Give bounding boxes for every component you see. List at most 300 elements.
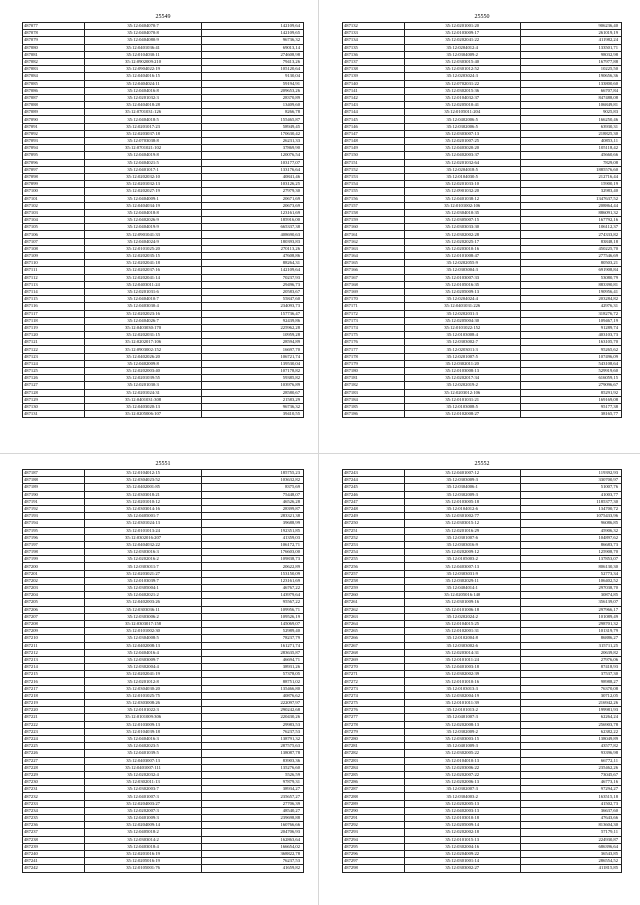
row-number-cell: 487261 bbox=[343, 599, 405, 606]
table-row bbox=[343, 858, 622, 865]
value-cell: 543108,64 bbox=[520, 360, 621, 367]
row-number-cell: 487217 bbox=[23, 685, 85, 692]
row-number-cell: 487298 bbox=[343, 865, 405, 872]
value-cell: 85291,92 bbox=[520, 389, 621, 396]
value-cell: 138087,78 bbox=[201, 750, 303, 757]
value-cell: 76237,53 bbox=[201, 858, 303, 865]
row-number-cell: 487082 bbox=[23, 58, 85, 65]
cadastral-number-cell: 35:12:0205004:30 bbox=[404, 317, 520, 324]
cadastral-number-cell: 35:12:0104010:13 bbox=[404, 757, 520, 764]
table-row bbox=[343, 714, 622, 721]
cadastral-number-cell: 35:12:0102004:8 bbox=[404, 635, 520, 642]
value-cell: 279096,67 bbox=[520, 382, 621, 389]
value-cell: 204706,93 bbox=[201, 829, 303, 836]
value-cell: 190956,41 bbox=[520, 288, 621, 295]
row-number-cell: 487198 bbox=[23, 549, 85, 556]
cadastral-number-cell: 35:12:0101008:47 bbox=[404, 253, 520, 260]
row-number-cell: 487155 bbox=[343, 188, 405, 195]
value-cell: 145069,07 bbox=[201, 620, 303, 627]
row-number-cell: 487274 bbox=[343, 692, 405, 699]
cadastral-number-cell: 35:12:0201032:64 bbox=[404, 159, 520, 166]
cadastral-number-cell: 35:12:0201039:55 bbox=[85, 375, 201, 382]
cadastral-number-cell: 35:12:0303016:3 bbox=[85, 549, 201, 556]
value-cell: 8266,78 bbox=[201, 109, 303, 116]
cadastral-number-cell: 35:12:0101031:21 bbox=[404, 396, 520, 403]
value-cell: 76370,08 bbox=[520, 685, 621, 692]
cadastral-number-cell: 35:12:0101013:2 bbox=[404, 707, 520, 714]
value-cell: 169169,08 bbox=[520, 396, 621, 403]
table-row bbox=[23, 159, 304, 166]
table-row bbox=[343, 202, 622, 209]
table-row bbox=[343, 87, 622, 94]
cadastral-number-cell: 35:12:0301009:16 bbox=[404, 599, 520, 606]
row-number-cell: 487259 bbox=[343, 585, 405, 592]
cadastral-number-cell: 35:12:0102001:31 bbox=[404, 628, 520, 635]
value-cell: 208864,44 bbox=[520, 202, 621, 209]
table-row bbox=[23, 728, 304, 735]
cadastral-number-cell: 35:12:0404070:8 bbox=[85, 30, 201, 37]
value-cell: 47608,86 bbox=[201, 253, 303, 260]
cadastral-number-cell: 35:12:0303008:26 bbox=[85, 700, 201, 707]
cadastral-number-cell: 35:12:0403020:20 bbox=[404, 145, 520, 152]
value-cell: 133501,71 bbox=[520, 44, 621, 51]
value-cell: 21583,29 bbox=[201, 396, 303, 403]
row-number-cell: 487079 bbox=[23, 37, 85, 44]
table-row bbox=[343, 556, 622, 563]
row-number-cell: 487251 bbox=[343, 527, 405, 534]
cadastral-number-cell: 35:12:0201032:3 bbox=[85, 94, 201, 101]
cadastral-number-cell: 35:12:0204024:4 bbox=[404, 296, 520, 303]
row-number-cell: 487174 bbox=[343, 324, 405, 331]
row-number-cell: 487296 bbox=[343, 850, 405, 857]
value-cell: 107178,82 bbox=[201, 368, 303, 375]
value-cell: 69013,14 bbox=[201, 44, 303, 51]
row-number-cell: 487210 bbox=[23, 635, 85, 642]
value-cell: 450225,70 bbox=[520, 245, 621, 252]
table-row bbox=[343, 296, 622, 303]
value-cell: 46526,28 bbox=[201, 498, 303, 505]
table-row bbox=[343, 267, 622, 274]
table-row bbox=[343, 793, 622, 800]
value-cell: 123161,69 bbox=[201, 577, 303, 584]
cadastral-number-cell: 35:12:0104030:11 bbox=[85, 51, 201, 58]
table-row bbox=[23, 613, 304, 620]
row-number-cell: 487230 bbox=[23, 779, 85, 786]
row-number-cell: 487239 bbox=[23, 843, 85, 850]
table-row bbox=[23, 375, 304, 382]
value-cell: 52773,34 bbox=[520, 570, 621, 577]
table-row bbox=[343, 102, 622, 109]
cadastral-number-cell: 35:12:0304030:20 bbox=[85, 685, 201, 692]
row-number-cell: 487157 bbox=[343, 202, 405, 209]
value-cell: 46694,71 bbox=[201, 656, 303, 663]
table-row bbox=[343, 484, 622, 491]
table-row bbox=[23, 786, 304, 793]
row-number-cell: 487226 bbox=[23, 750, 85, 757]
value-cell: 256903,78 bbox=[520, 721, 621, 728]
table-row bbox=[23, 815, 304, 822]
cadastral-number-cell: 35:12:0404016:3 bbox=[85, 735, 201, 742]
cadastral-number-cell: 35:12:0301002:77 bbox=[404, 513, 520, 520]
table-row bbox=[343, 123, 622, 130]
table-row bbox=[343, 678, 622, 685]
table-row bbox=[343, 116, 622, 123]
table-row bbox=[343, 138, 622, 145]
table-row bbox=[23, 642, 304, 649]
row-number-cell: 487149 bbox=[343, 145, 405, 152]
row-number-cell: 487166 bbox=[343, 267, 405, 274]
cadastral-number-cell: 35:12:0203037:18 bbox=[85, 130, 201, 137]
value-cell: 86886,27 bbox=[520, 635, 621, 642]
row-number-cell: 487128 bbox=[23, 389, 85, 396]
row-number-cell: 487169 bbox=[343, 288, 405, 295]
cadastral-number-cell: 35:12:0404024:11 bbox=[85, 80, 201, 87]
value-cell: 41659,82 bbox=[201, 865, 303, 872]
cadastral-number-cell: 35:12:0303006:2 bbox=[85, 613, 201, 620]
cadastral-number-cell: 35:12:0404026:7 bbox=[85, 317, 201, 324]
row-number-cell: 487195 bbox=[23, 527, 85, 534]
cadastral-number-cell: 35:12:0202025:17 bbox=[404, 238, 520, 245]
row-number-cell: 487158 bbox=[343, 209, 405, 216]
cadastral-number-cell: 35:12:0404019:9 bbox=[85, 224, 201, 231]
cadastral-number-cell: 35:12:0303009:3 bbox=[404, 477, 520, 484]
table-row bbox=[343, 541, 622, 548]
cadastral-number-cell: 35:12:0401036:41 bbox=[85, 44, 201, 51]
cadastral-number-cell: 35:12:0204009:22 bbox=[404, 850, 520, 857]
table-row bbox=[343, 843, 622, 850]
cadastral-number-cell: 35:12:0101011:39 bbox=[404, 700, 520, 707]
row-number-cell: 487176 bbox=[343, 339, 405, 346]
row-number-cell: 487225 bbox=[23, 743, 85, 750]
cadastral-number-cell: 35:12:0303002:6 bbox=[404, 642, 520, 649]
cadastral-number-cell: 35:12:0302002:28 bbox=[404, 231, 520, 238]
value-cell: 139530,04 bbox=[201, 360, 303, 367]
row-number-cell: 487175 bbox=[343, 332, 405, 339]
cadastral-number-cell: 35:12:0303031:9 bbox=[404, 570, 520, 577]
value-cell: 234093,73 bbox=[201, 303, 303, 310]
value-cell: 86683,73 bbox=[520, 541, 621, 548]
table-row bbox=[343, 800, 622, 807]
row-number-cell: 487100 bbox=[23, 188, 85, 195]
cadastral-number-cell: 35:12:0402023:5 bbox=[85, 743, 201, 750]
row-number-cell: 487203 bbox=[23, 585, 85, 592]
table-row bbox=[23, 721, 304, 728]
table-row bbox=[343, 685, 622, 692]
value-cell: 92439,86 bbox=[201, 317, 303, 324]
value-cell: 58949,45 bbox=[201, 123, 303, 130]
row-number-cell: 487283 bbox=[343, 757, 405, 764]
cadastral-number-cell: 35:12:0101025:20 bbox=[85, 245, 201, 252]
row-number-cell: 487241 bbox=[23, 858, 85, 865]
row-number-cell: 487150 bbox=[343, 152, 405, 159]
row-number-cell: 487224 bbox=[23, 735, 85, 742]
row-number-cell: 487292 bbox=[343, 822, 405, 829]
table-row bbox=[343, 764, 622, 771]
table-title: 25551 bbox=[155, 461, 171, 467]
value-cell: 665337,38 bbox=[201, 224, 303, 231]
table-row bbox=[23, 339, 304, 346]
cadastral-number-cell: 35:12:0202041:18 bbox=[85, 260, 201, 267]
table-row bbox=[23, 714, 304, 721]
value-cell: 48540,27 bbox=[201, 807, 303, 814]
value-cell: 368822,78 bbox=[201, 850, 303, 857]
cadastral-number-cell: 35:12:0201001:20 bbox=[404, 23, 520, 30]
value-cell: 408690,63 bbox=[201, 231, 303, 238]
cadastral-number-cell: 35:12:0303033:30 bbox=[404, 224, 520, 231]
row-number-cell: 487201 bbox=[23, 570, 85, 577]
value-cell: 28594,89 bbox=[201, 339, 303, 346]
value-cell: 36637,60 bbox=[520, 807, 621, 814]
row-number-cell: 487182 bbox=[343, 382, 405, 389]
cadastral-number-cell: 35:12:0205016:19 bbox=[85, 858, 201, 865]
row-number-cell: 487110 bbox=[23, 260, 85, 267]
row-number-cell: 487098 bbox=[23, 173, 85, 180]
table-row bbox=[343, 332, 622, 339]
row-number-cell: 487215 bbox=[23, 671, 85, 678]
value-cell: 209653,26 bbox=[201, 87, 303, 94]
cadastral-number-cell: 35:12:0103007:33 bbox=[404, 274, 520, 281]
table-row bbox=[23, 281, 304, 288]
row-number-cell: 487113 bbox=[23, 281, 85, 288]
row-number-cell: 487183 bbox=[343, 389, 405, 396]
value-cell: 106172,71 bbox=[201, 541, 303, 548]
table-row bbox=[23, 671, 304, 678]
row-number-cell: 487123 bbox=[23, 353, 85, 360]
table-row bbox=[23, 152, 304, 159]
row-number-cell: 487221 bbox=[23, 714, 85, 721]
table-row bbox=[343, 403, 622, 410]
row-number-cell: 487185 bbox=[343, 403, 405, 410]
table-row bbox=[23, 635, 304, 642]
value-cell: 20583,67 bbox=[201, 288, 303, 295]
value-cell: 43577,82 bbox=[520, 743, 621, 750]
table-row bbox=[343, 310, 622, 317]
cadastral-number-cell: 35:12:0302011:13 bbox=[85, 779, 201, 786]
cadastral-number-cell: 35:12:0303002:7 bbox=[404, 339, 520, 346]
value-cell: 274608,98 bbox=[201, 51, 303, 58]
table-row bbox=[343, 656, 622, 663]
row-number-cell: 487232 bbox=[23, 793, 85, 800]
value-cell: 691908,84 bbox=[520, 267, 621, 274]
value-cell: 222097,97 bbox=[201, 700, 303, 707]
row-number-cell: 487170 bbox=[343, 296, 405, 303]
cadastral-number-cell: 35:12:0401031:226 bbox=[404, 303, 520, 310]
row-number-cell: 487238 bbox=[23, 836, 85, 843]
value-cell: 103976,89 bbox=[201, 382, 303, 389]
row-number-cell: 487276 bbox=[343, 707, 405, 714]
value-cell: 106721,74 bbox=[201, 353, 303, 360]
row-number-cell: 487192 bbox=[23, 505, 85, 512]
cadastral-number-cell: 35:12:0201030:3 bbox=[85, 382, 201, 389]
cadastral-number-cell: 35:12:0304008:5 bbox=[85, 635, 201, 642]
cadastral-number-cell: 35:12:0303011:7 bbox=[85, 563, 201, 570]
table-row bbox=[23, 850, 304, 857]
cadastral-number-cell: 35:12:0401007:3 bbox=[404, 714, 520, 721]
row-number-cell: 487234 bbox=[23, 807, 85, 814]
cadastral-number-cell: 35:12:0203006:22 bbox=[404, 764, 520, 771]
cadastral-number-cell: 35:12:0901041:33 bbox=[85, 231, 201, 238]
row-number-cell: 487151 bbox=[343, 159, 405, 166]
row-number-cell: 487218 bbox=[23, 692, 85, 699]
value-cell: 40841,46 bbox=[201, 173, 303, 180]
value-cell: 53080,79 bbox=[520, 274, 621, 281]
table-row bbox=[23, 360, 304, 367]
cadastral-number-cell: 35:12:0202008:13 bbox=[404, 721, 520, 728]
table-row bbox=[343, 671, 622, 678]
value-cell: 41003,77 bbox=[520, 491, 621, 498]
table-row bbox=[23, 353, 304, 360]
row-number-cell: 487216 bbox=[23, 678, 85, 685]
cadastral-number-cell: 35:12:0302009:2 bbox=[404, 728, 520, 735]
row-number-cell: 487099 bbox=[23, 181, 85, 188]
value-cell: 87418,93 bbox=[520, 664, 621, 671]
value-cell: 185916,00 bbox=[201, 217, 303, 224]
cadastral-number-cell: 35:12:0405001:7 bbox=[85, 513, 201, 520]
value-cell: 529919,60 bbox=[520, 368, 621, 375]
row-number-cell: 487193 bbox=[23, 513, 85, 520]
cadastral-number-cell: 35:12:0103009:17 bbox=[404, 30, 520, 37]
cadastral-number-cell: 35:12:0303018:21 bbox=[85, 491, 201, 498]
row-number-cell: 487279 bbox=[343, 728, 405, 735]
value-cell: 30712,05 bbox=[520, 692, 621, 699]
table-row bbox=[23, 585, 304, 592]
row-number-cell: 487124 bbox=[23, 360, 85, 367]
row-number-cell: 487119 bbox=[23, 324, 85, 331]
row-number-cell: 487287 bbox=[343, 786, 405, 793]
cadastral-number-cell: 35:12:0101011:24 bbox=[404, 656, 520, 663]
table-row bbox=[23, 267, 304, 274]
value-cell: 138049,89 bbox=[520, 735, 621, 742]
value-cell: 277546,69 bbox=[520, 253, 621, 260]
value-cell: 75448,07 bbox=[201, 491, 303, 498]
row-number-cell: 487246 bbox=[343, 491, 405, 498]
row-number-cell: 487199 bbox=[23, 556, 85, 563]
value-cell: 166654,02 bbox=[201, 843, 303, 850]
row-number-cell: 487266 bbox=[343, 635, 405, 642]
cadastral-number-cell: 35:12:0205009:13 bbox=[404, 288, 520, 295]
cadastral-number-cell: 35:12:0403030:4 bbox=[85, 303, 201, 310]
value-cell: 142109,65 bbox=[201, 30, 303, 37]
table-row bbox=[343, 570, 622, 577]
value-cell: 270113,26 bbox=[201, 245, 303, 252]
table-row bbox=[23, 123, 304, 130]
row-number-cell: 487159 bbox=[343, 217, 405, 224]
value-cell: 41359,03 bbox=[201, 534, 303, 541]
row-number-cell: 487248 bbox=[343, 505, 405, 512]
row-number-cell: 487095 bbox=[23, 152, 85, 159]
cadastral-number-cell: 35:12:0405018:2 bbox=[85, 829, 201, 836]
row-number-cell: 487080 bbox=[23, 44, 85, 51]
table-row bbox=[343, 577, 622, 584]
value-cell: 96736,32 bbox=[201, 403, 303, 410]
table-row bbox=[343, 80, 622, 87]
cadastral-number-cell: 35:12:0205010:41 bbox=[404, 102, 520, 109]
row-number-cell: 487093 bbox=[23, 138, 85, 145]
cadastral-number-cell: 35:12:0202017:34 bbox=[404, 375, 520, 382]
cadastral-number-cell: 35:12:0902009:210 bbox=[85, 58, 201, 65]
table-row bbox=[23, 836, 304, 843]
value-cell: 101319,79 bbox=[520, 628, 621, 635]
table-row bbox=[23, 477, 304, 484]
table-row bbox=[23, 288, 304, 295]
cadastral-number-cell: 35:12:0303036:11 bbox=[85, 606, 201, 613]
table-row bbox=[343, 628, 622, 635]
row-number-cell: 487208 bbox=[23, 620, 85, 627]
cadastral-number-cell: 35:12:0202005:13 bbox=[404, 800, 520, 807]
table-row bbox=[343, 692, 622, 699]
cadastral-number-cell: 35:12:0101010:16 bbox=[404, 678, 520, 685]
value-cell: 95567,22 bbox=[201, 599, 303, 606]
table-row bbox=[23, 527, 304, 534]
row-number-cell: 487229 bbox=[23, 771, 85, 778]
row-number-cell: 487077 bbox=[23, 23, 85, 30]
row-number-cell: 487140 bbox=[343, 80, 405, 87]
table-row bbox=[343, 822, 622, 829]
table-row bbox=[23, 592, 304, 599]
table-row bbox=[343, 498, 622, 505]
table-row bbox=[23, 116, 304, 123]
table-row bbox=[343, 231, 622, 238]
table-row bbox=[343, 44, 622, 51]
value-cell: 297038,70 bbox=[520, 585, 621, 592]
value-cell: 103126,25 bbox=[201, 181, 303, 188]
cadastral-number-cell: 35:12:0101015:13 bbox=[404, 836, 520, 843]
value-cell: 78237,79 bbox=[201, 635, 303, 642]
row-number-cell: 487189 bbox=[23, 484, 85, 491]
cadastral-number-cell: 35:12:0404018:28 bbox=[85, 102, 201, 109]
table-row bbox=[23, 102, 304, 109]
table-row bbox=[343, 505, 622, 512]
row-number-cell: 487078 bbox=[23, 30, 85, 37]
table-row bbox=[23, 332, 304, 339]
row-number-cell: 487089 bbox=[23, 109, 85, 116]
value-cell: 83848,18 bbox=[520, 238, 621, 245]
cadastral-number-cell: 35:12:0404019:8 bbox=[85, 152, 201, 159]
value-cell: 10959,28 bbox=[201, 332, 303, 339]
cadastral-number-cell: 35:12:0402008:13 bbox=[85, 642, 201, 649]
value-cell: 91289,74 bbox=[520, 324, 621, 331]
cadastral-number-cell: 35:12:0403007:13 bbox=[404, 563, 520, 570]
cadastral-number-cell: 35:12:0302004:4 bbox=[85, 664, 201, 671]
table-row bbox=[343, 245, 622, 252]
row-number-cell: 487168 bbox=[343, 281, 405, 288]
table-row bbox=[343, 195, 622, 202]
cadastral-number-cell: 35:12:0105011:204 bbox=[404, 109, 520, 116]
cadastral-number-cell: 35:12:0103039:7 bbox=[85, 577, 201, 584]
value-cell: 42976,31 bbox=[520, 303, 621, 310]
row-number-cell: 487103 bbox=[23, 209, 85, 216]
value-cell: 97294,27 bbox=[520, 786, 621, 793]
cadastral-number-cell: 35:12:0202017:106 bbox=[85, 339, 201, 346]
row-number-cell: 487088 bbox=[23, 102, 85, 109]
table-row bbox=[343, 73, 622, 80]
row-number-cell: 487243 bbox=[343, 470, 405, 477]
cadastral-number-cell: 35:12:0202007:22 bbox=[404, 771, 520, 778]
table-row bbox=[23, 231, 304, 238]
table-row bbox=[343, 411, 622, 418]
row-number-cell: 487220 bbox=[23, 707, 85, 714]
table-row bbox=[343, 549, 622, 556]
value-cell: 906236,40 bbox=[520, 23, 621, 30]
value-cell: 180393,83 bbox=[201, 238, 303, 245]
row-number-cell: 487180 bbox=[343, 368, 405, 375]
value-cell: 38931,26 bbox=[201, 664, 303, 671]
table-title: 25549 bbox=[155, 14, 171, 20]
cadastral-number-cell: 35:12:0303017:158 bbox=[85, 620, 201, 627]
cadastral-number-cell: 35:12:0104012:6 bbox=[404, 505, 520, 512]
row-number-cell: 487272 bbox=[343, 678, 405, 685]
cadastral-number-cell: 35:12:0403018:4 bbox=[85, 843, 201, 850]
